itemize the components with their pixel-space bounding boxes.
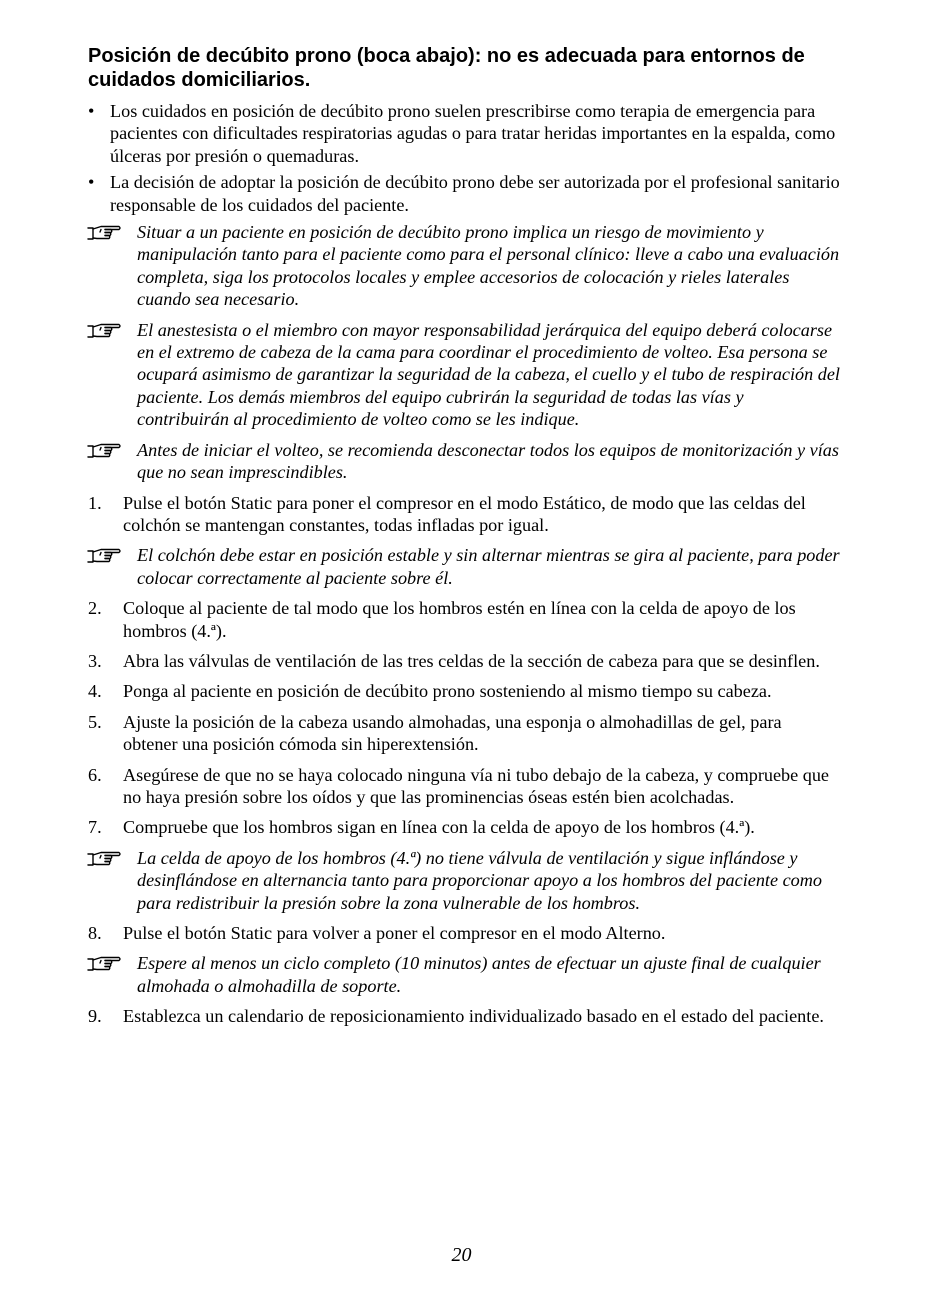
- step-number: 3.: [88, 650, 102, 671]
- step-number: 4.: [88, 681, 102, 702]
- note-item: [88, 544, 840, 589]
- note-text: Antes de iniciar el volteo, se recomienda desconectar todos los equipos de monitorización y vías que no sean imprescindibles.: [137, 439, 839, 483]
- note-item: [88, 439, 840, 484]
- step-number: 2.: [88, 598, 102, 619]
- note-item: [88, 847, 840, 914]
- page-number: 20: [451, 1244, 472, 1266]
- bullet-text: La decisión de adoptar la posición de decúbito prono debe ser autorizada por el profesional sanitario responsable de los cuidados del paciente.: [110, 172, 840, 215]
- step-text: Compruebe que los hombros sigan en línea con la celda de apoyo de los hombros (4.ª).: [123, 817, 755, 838]
- step-text: Pulse el botón Static para volver a poner el compresor en el modo Alterno.: [123, 923, 666, 943]
- note-text: Espere al menos un ciclo completo (10 minutos) antes de efectuar un ajuste final de cualquier almohada o almohadilla de soporte.: [137, 953, 821, 996]
- section-title: Posición de decúbito prono (boca abajo): no es adecuada para entornos de cuidados domiciliarios.: [88, 45, 805, 91]
- step-number: 8.: [88, 923, 102, 943]
- step-text: Coloque al paciente de tal modo que los hombros estén en línea con la celda de apoyo de los hombros (4.ª).: [123, 598, 796, 641]
- bullet-text: Los cuidados en posición de decúbito prono suelen prescribirse como terapia de emergencia para pacientes con dificultades respiratorias agudas o para tratar heridas importantes en la espalda, como úlceras por presión o quemaduras.: [110, 101, 836, 166]
- step-text: Pulse el botón Static para poner el compresor en el modo Estático, de modo que las celdas del colchón se mantengan constantes, todas infladas por igual.: [123, 492, 806, 535]
- note-text: El colchón debe estar en posición estable y sin alternar mientras se gira al paciente, para poder colocar correctamente al paciente sobre él.: [137, 545, 840, 588]
- page-content: [88, 44, 840, 1036]
- numbered-step: [88, 922, 840, 944]
- step-text: Ponga al paciente en posición de decúbito prono sosteniendo al mismo tiempo su cabeza.: [123, 681, 772, 702]
- bullet-item: [88, 100, 840, 167]
- note-item: [88, 952, 840, 997]
- numbered-step: [88, 764, 840, 809]
- note-item: [88, 221, 840, 311]
- note-text: Situar a un paciente en posición de decúbito prono implica un riesgo de movimiento y manipulación tanto para el paciente como para el personal clínico: lleve a cabo una evaluación completa, siga los protocolos locales y emplee accesorios de colocación y rieles laterales cuando sea necesario.: [137, 222, 840, 310]
- step-text: Abra las válvulas de ventilación de las tres celdas de la sección de cabeza para que se desinflen.: [123, 650, 820, 671]
- pointing-hand-icon: [86, 546, 122, 564]
- note-text: El anestesista o el miembro con mayor responsabilidad jerárquica del equipo deberá colocarse en el extremo de cabeza de la cama para coordinar el procedimiento de volteo. Esa persona se ocupará asimismo de garantizar la seguridad de la cabeza, el cuello y el tubo de respiración del paciente. Los demás miembros del equipo cubrirán la seguridad de todas las vías y contribuirán al procedimiento de volteo como se les indique.: [137, 319, 840, 430]
- pointing-hand-icon: [86, 441, 122, 459]
- bullet-icon: •: [88, 101, 95, 121]
- pointing-hand-icon: [86, 223, 122, 241]
- bullet-item: [88, 171, 840, 216]
- step-number: 5.: [88, 711, 102, 732]
- numbered-step: [88, 711, 840, 756]
- pointing-hand-icon: [86, 954, 122, 972]
- note-text: La celda de apoyo de los hombros (4.ª) no tiene válvula de ventilación y sigue inflándose y desinflándose en alternancia tanto para proporcionar apoyo a los hombros del paciente como para redistribuir la presión sobre la zona vulnerable de los hombros.: [137, 847, 822, 913]
- step-text: Asegúrese de que no se haya colocado ninguna vía ni tubo debajo de la cabeza, y compruebe que no haya presión sobre los oídos y que las prominencias óseas estén bien acolchadas.: [123, 764, 830, 807]
- instruction-list: [88, 100, 840, 1028]
- step-number: 9.: [88, 1006, 102, 1027]
- step-number: 6.: [88, 764, 102, 785]
- pointing-hand-icon: [86, 321, 122, 339]
- step-text: Ajuste la posición de la cabeza usando almohadas, una esponja o almohadillas de gel, para obtener una posición cómoda sin hiperextensión.: [123, 711, 782, 755]
- step-text: Establezca un calendario de reposicionamiento individualizado basado en el estado del paciente.: [123, 1006, 824, 1027]
- pointing-hand-icon: [86, 849, 122, 867]
- note-item: [88, 319, 840, 431]
- numbered-step: [88, 680, 840, 702]
- step-number: 7.: [88, 817, 102, 838]
- numbered-step: [88, 492, 840, 537]
- numbered-step: [88, 597, 840, 642]
- numbered-step: [88, 1005, 840, 1027]
- numbered-step: [88, 816, 840, 838]
- step-number: 1.: [88, 492, 102, 513]
- bullet-icon: •: [88, 172, 95, 193]
- numbered-step: [88, 650, 840, 672]
